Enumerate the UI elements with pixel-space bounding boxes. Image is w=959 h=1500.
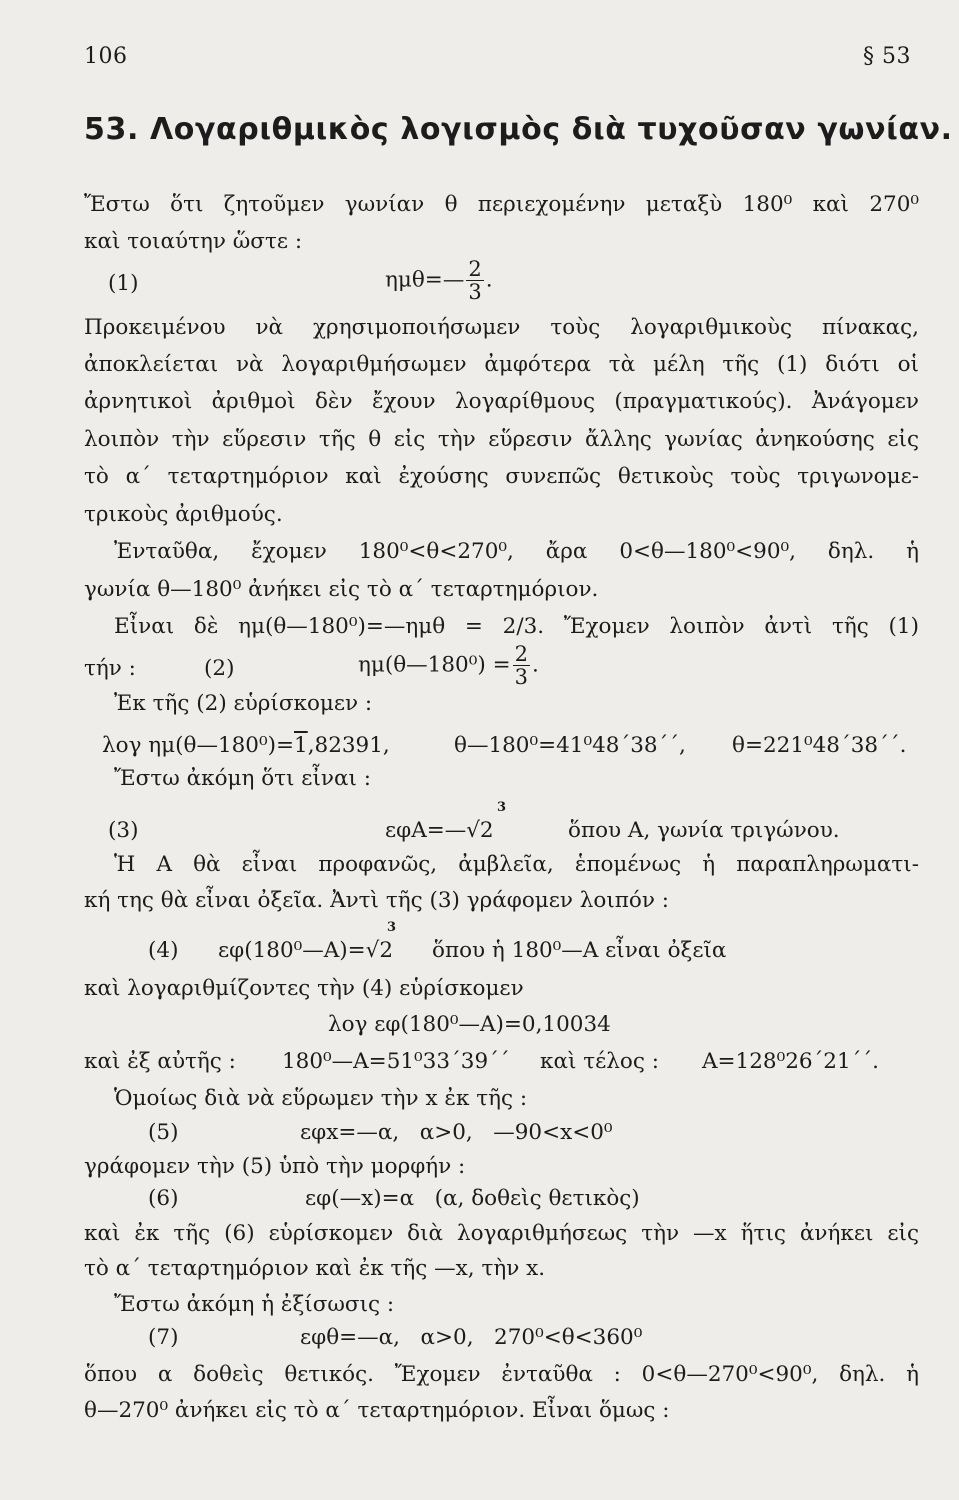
log-expression: λογ ημ(θ—180⁰)=1,82391, [102,733,390,758]
equation-body [385,258,493,303]
equation-note: ὅπου Α, γωνία τριγώνου. [568,818,840,843]
equation-body: εφx=—α, α>0, —90<x<0⁰ [300,1120,613,1145]
text-line: καὶ ἐκ τῆς (6) εὑρίσκομεν διὰ λογαριθμήσεως τὴν —x ἥτις ἀνήκει εἰς [84,1221,919,1246]
text-line: Ὁμοίως διὰ νὰ εὕρωμεν τὴν x ἐκ τῆς : [114,1086,528,1111]
text-line: ὅπου α δοθεὶς θετικός. Ἔχομεν ἐνταῦθα : 0<θ—270⁰<90⁰, δηλ. ἡ [84,1362,919,1387]
result-prefix: καὶ ἐξ αὐτῆς : [84,1049,236,1074]
equation-label: (5) [148,1120,179,1145]
result-difference: 180⁰—Α=51⁰33΄39΄΄ [282,1049,510,1074]
result-angle: Α=128⁰26΄21΄΄. [702,1049,879,1074]
text-line: τὸ α΄ τεταρτημόριον καὶ ἐχούσης συνεπῶς θετικοὺς τοὺς τριγωνομε- [84,464,919,489]
equation-prefix: τήν : [84,656,136,681]
equation-body: εφ(180⁰—Α)=√2 [218,938,394,963]
section-title: 53. Λογαριθμικὸς λογισμὸς διὰ τυχοῦσαν γωνίαν. [84,112,953,147]
equation-label: (2) [204,656,235,681]
text-line: καὶ τοιαύτην ὥστε : [84,229,303,254]
text-line: ἀρνητικοὶ ἀριθμοὶ δὲν ἔχουν λογαρίθμους (πραγματικούς). Ἀνάγομεν [84,389,919,414]
denominator: 3 [468,280,482,304]
text-line: γράφομεν τὴν (5) ὑπὸ τὴν μορφήν : [84,1154,466,1179]
equation-tail: . [485,267,493,293]
root-index: 3 [497,800,507,815]
equation-body: εφΑ=—√2 [385,818,494,843]
equation-label: (1) [108,271,139,296]
equation-note: ὅπου ἡ 180⁰—Α εἶναι ὀξεῖα [432,938,727,963]
numerator: 2 [514,642,528,666]
page-number: 106 [84,44,128,69]
text-line: Προκειμένου νὰ χρησιμοποιήσωμεν τοὺς λογαριθμικοὺς πίνακας, [84,315,919,340]
text-line: Ἔστω ἀκόμη ἡ ἐξίσωσις : [114,1292,395,1317]
text-line: θ—270⁰ ἀνήκει εἰς τὸ α΄ τεταρτημόριον. Εἶναι ὅμως : [84,1398,670,1423]
text-line: καὶ λογαριθμίζοντες τὴν (4) εὑρίσκομεν [84,976,524,1001]
root-index: 3 [387,920,397,935]
text-line: Ἔστω ἀκόμη ὅτι εἶναι : [114,766,371,791]
bar-characteristic: 1 [294,733,308,758]
fraction [513,643,530,688]
equation-label: (7) [148,1325,179,1350]
text-line: Ἔστω ὅτι ζητοῦμεν γωνίαν θ περιεχομένην μεταξὺ 180⁰ καὶ 270⁰ [84,192,919,217]
equation-body: εφθ=—α, α>0, 270⁰<θ<360⁰ [300,1325,643,1350]
text-line: γωνία θ—180⁰ ἀνήκει εἰς τὸ α΄ τεταρτημόριον. [84,577,599,602]
equation-body [358,643,539,688]
text-line: κή της θὰ εἶναι ὀξεῖα. Ἀντὶ τῆς (3) γράφομεν λοιπόν : [84,888,670,913]
log-equation: λογ εφ(180⁰—Α)=0,10034 [328,1012,611,1037]
equation-label: (4) [148,938,179,963]
text-line: Εἶναι δὲ ημ(θ—180⁰)=—ημθ = 2/3. Ἔχομεν λοιπὸν ἀντὶ τῆς (1) [114,614,919,639]
equation-tail: . [531,652,539,678]
equation-lhs: ημθ=— [385,267,465,293]
text-line: ἀποκλείεται νὰ λογαριθμήσωμεν ἀμφότερα τὰ μέλη τῆς (1) διότι οἱ [84,352,919,377]
text-line: τρικοὺς ἀριθμούς. [84,502,283,527]
numerator: 2 [468,257,482,281]
text-line: Ἐκ τῆς (2) εὑρίσκομεν : [114,691,373,716]
equation-body: εφ(—x)=α (α, δοθεὶς θετικὸς) [305,1186,640,1211]
text-line: λοιπὸν τὴν εὕρεσιν τῆς θ εἰς τὴν εὕρεσιν ἄλλης γωνίας ἀνηκούσης εἰς [84,427,919,452]
fraction [466,258,483,303]
denominator: 3 [514,665,528,689]
angle-difference: θ—180⁰=41⁰48΄38΄΄, [454,733,686,758]
equation-lhs: ημ(θ—180⁰) = [358,652,511,678]
text-line: Ἐνταῦθα, ἔχομεν 180⁰<θ<270⁰, ἄρα 0<θ—180⁰<90⁰, δηλ. ἡ [114,539,919,564]
angle-result: θ=221⁰48΄38΄΄. [732,733,907,758]
text-line: τὸ α΄ τεταρτημόριον καὶ ἐκ τῆς —x, τὴν x. [84,1256,546,1281]
equation-label: (3) [108,818,139,843]
result-connector: καὶ τέλος : [540,1049,659,1074]
text-line: Ἡ Α θὰ εἶναι προφανῶς, ἀμβλεῖα, ἑπομένως ἡ παραπληρωματι- [114,852,919,877]
section-marker: § 53 [863,44,911,69]
equation-label: (6) [148,1186,179,1211]
